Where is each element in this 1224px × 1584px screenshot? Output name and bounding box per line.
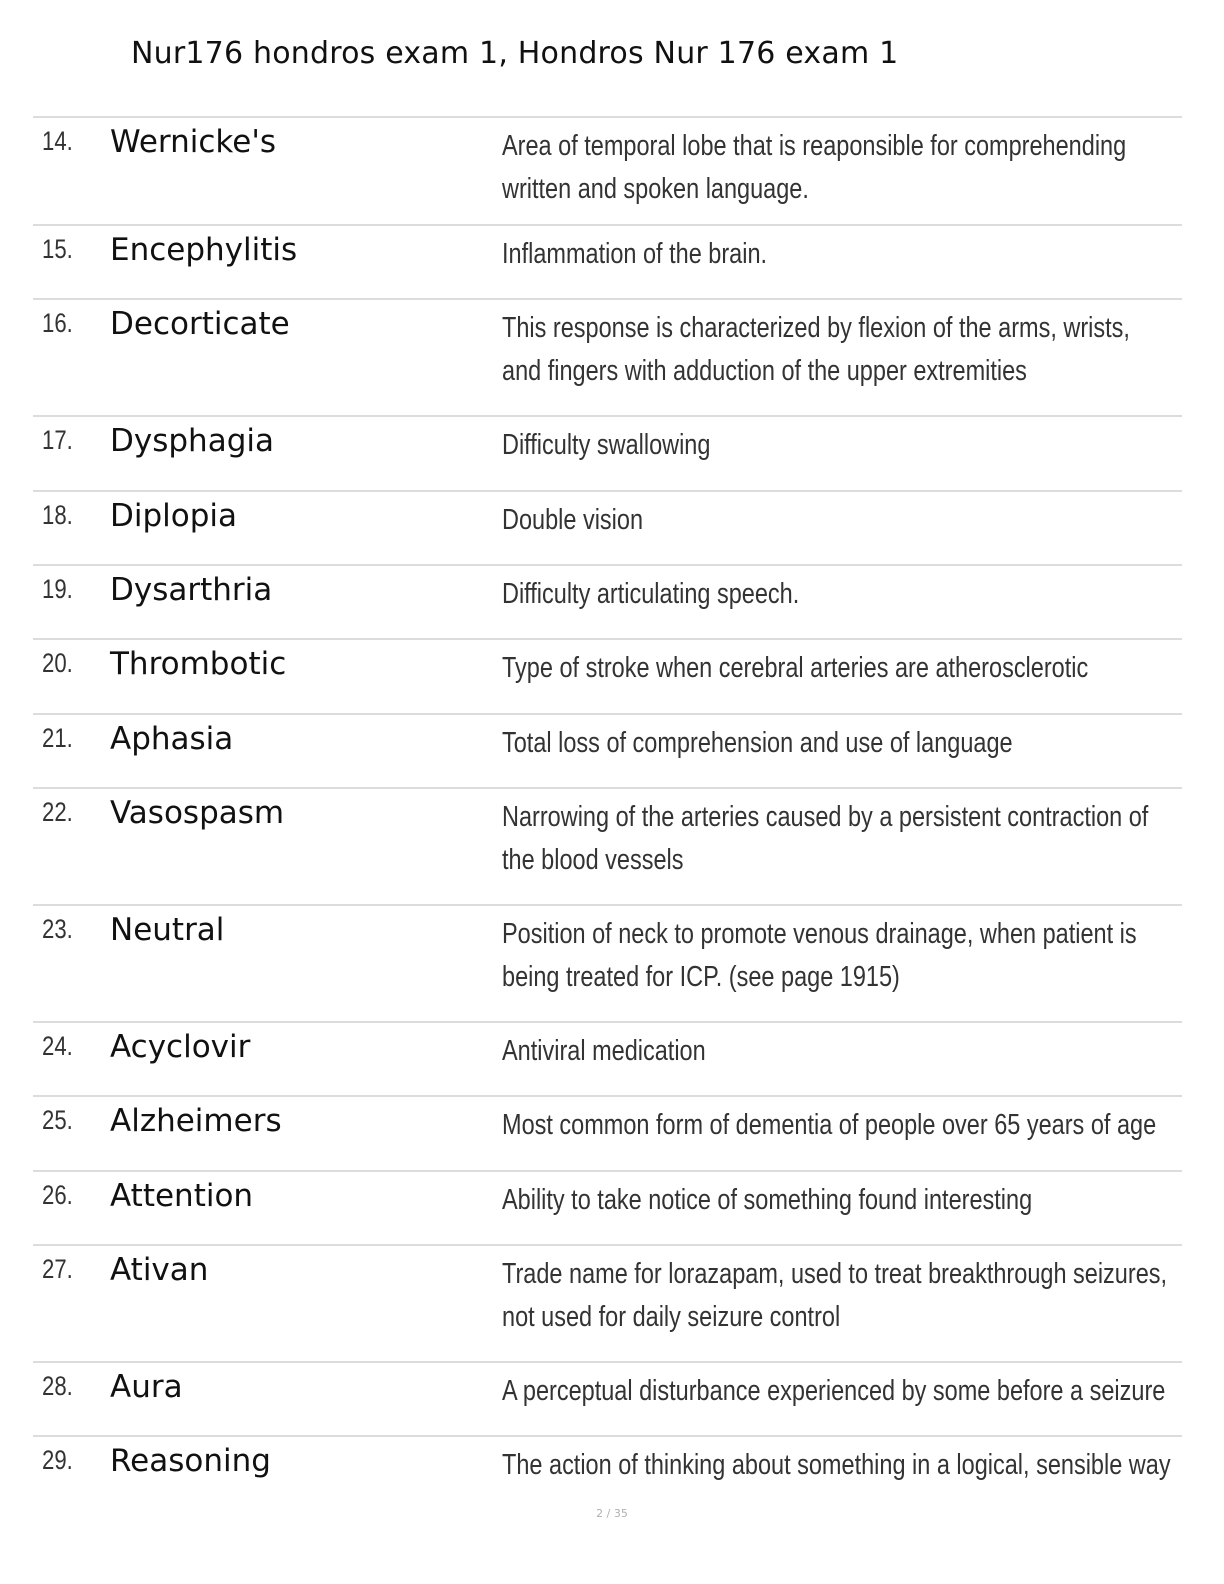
term-word: Acyclovir (110, 1029, 251, 1065)
term-row (33, 789, 1182, 906)
term-word: Encephylitis (110, 232, 298, 268)
term-number: 16. (42, 308, 73, 338)
term-number: 23. (42, 914, 73, 944)
term-word: Neutral (110, 912, 225, 948)
term-definition: Difficulty swallowing (502, 429, 711, 461)
term-definition: Total loss of comprehension and use of language (502, 727, 1013, 759)
term-row (33, 906, 1182, 1023)
term-row (33, 417, 1182, 492)
term-number: 17. (42, 425, 73, 455)
term-word: Aura (110, 1369, 183, 1405)
term-definition: This response is characterized by flexion of the arms, wrists, and fingers with adduction of the upper extremities (502, 312, 1130, 387)
term-word: Alzheimers (110, 1103, 282, 1139)
term-number: 20. (42, 648, 73, 678)
term-number: 21. (42, 723, 73, 753)
term-row (33, 1172, 1182, 1246)
term-word: Reasoning (110, 1443, 271, 1479)
term-word: Wernicke's (110, 124, 277, 160)
term-number: 22. (42, 797, 73, 827)
term-row (33, 226, 1182, 300)
term-row (33, 492, 1182, 566)
term-row (33, 640, 1182, 715)
term-row (33, 566, 1182, 640)
term-number: 24. (42, 1031, 73, 1061)
term-number: 18. (42, 500, 73, 530)
term-definition: The action of thinking about something in a logical, sensible way (502, 1449, 1171, 1481)
term-definition: Difficulty articulating speech. (502, 578, 800, 610)
term-word: Dysphagia (110, 423, 274, 459)
term-number: 25. (42, 1105, 73, 1135)
term-row (33, 1363, 1182, 1437)
page-number: 2 / 35 (596, 1507, 628, 1520)
term-number: 14. (42, 126, 73, 156)
term-word: Attention (110, 1178, 254, 1214)
term-definition: Narrowing of the arteries caused by a persistent contraction of the blood vessels (502, 801, 1149, 876)
term-number: 28. (42, 1371, 73, 1401)
term-number: 29. (42, 1445, 73, 1475)
term-row (33, 1097, 1182, 1172)
term-definition: Antiviral medication (502, 1035, 706, 1067)
term-number: 26. (42, 1180, 73, 1210)
term-definition: Position of neck to promote venous drainage, when patient is being treated for ICP. (see page 1915) (502, 918, 1137, 993)
term-definition: Type of stroke when cerebral arteries are atherosclerotic (502, 652, 1089, 684)
term-definition: Area of temporal lobe that is reaponsible for comprehending written and spoken language. (502, 130, 1127, 205)
term-definition: Double vision (502, 504, 644, 536)
term-word: Decorticate (110, 306, 290, 342)
term-definition: Inflammation of the brain. (502, 238, 768, 270)
term-word: Vasospasm (110, 795, 285, 831)
term-definition: A perceptual disturbance experienced by some before a seizure (502, 1375, 1166, 1407)
term-word: Thrombotic (110, 646, 287, 682)
term-word: Dysarthria (110, 572, 273, 608)
term-row (33, 1023, 1182, 1097)
term-number: 19. (42, 574, 73, 604)
term-definition: Most common form of dementia of people over 65 years of age (502, 1109, 1157, 1141)
term-word: Aphasia (110, 721, 234, 757)
term-number: 27. (42, 1254, 73, 1284)
document-title: Nur176 hondros exam 1, Hondros Nur 176 exam 1 (131, 36, 899, 71)
term-definition: Ability to take notice of something found interesting (502, 1184, 1033, 1216)
term-number: 15. (42, 234, 73, 264)
term-word: Diplopia (110, 498, 238, 534)
term-word: Ativan (110, 1252, 209, 1288)
term-row (33, 715, 1182, 789)
term-table (33, 116, 1182, 1497)
term-row (33, 118, 1182, 226)
term-row (33, 1437, 1182, 1497)
term-row (33, 300, 1182, 417)
term-definition: Trade name for lorazapam, used to treat breakthrough seizures, not used for daily seizure control (502, 1258, 1168, 1333)
term-row (33, 1246, 1182, 1363)
